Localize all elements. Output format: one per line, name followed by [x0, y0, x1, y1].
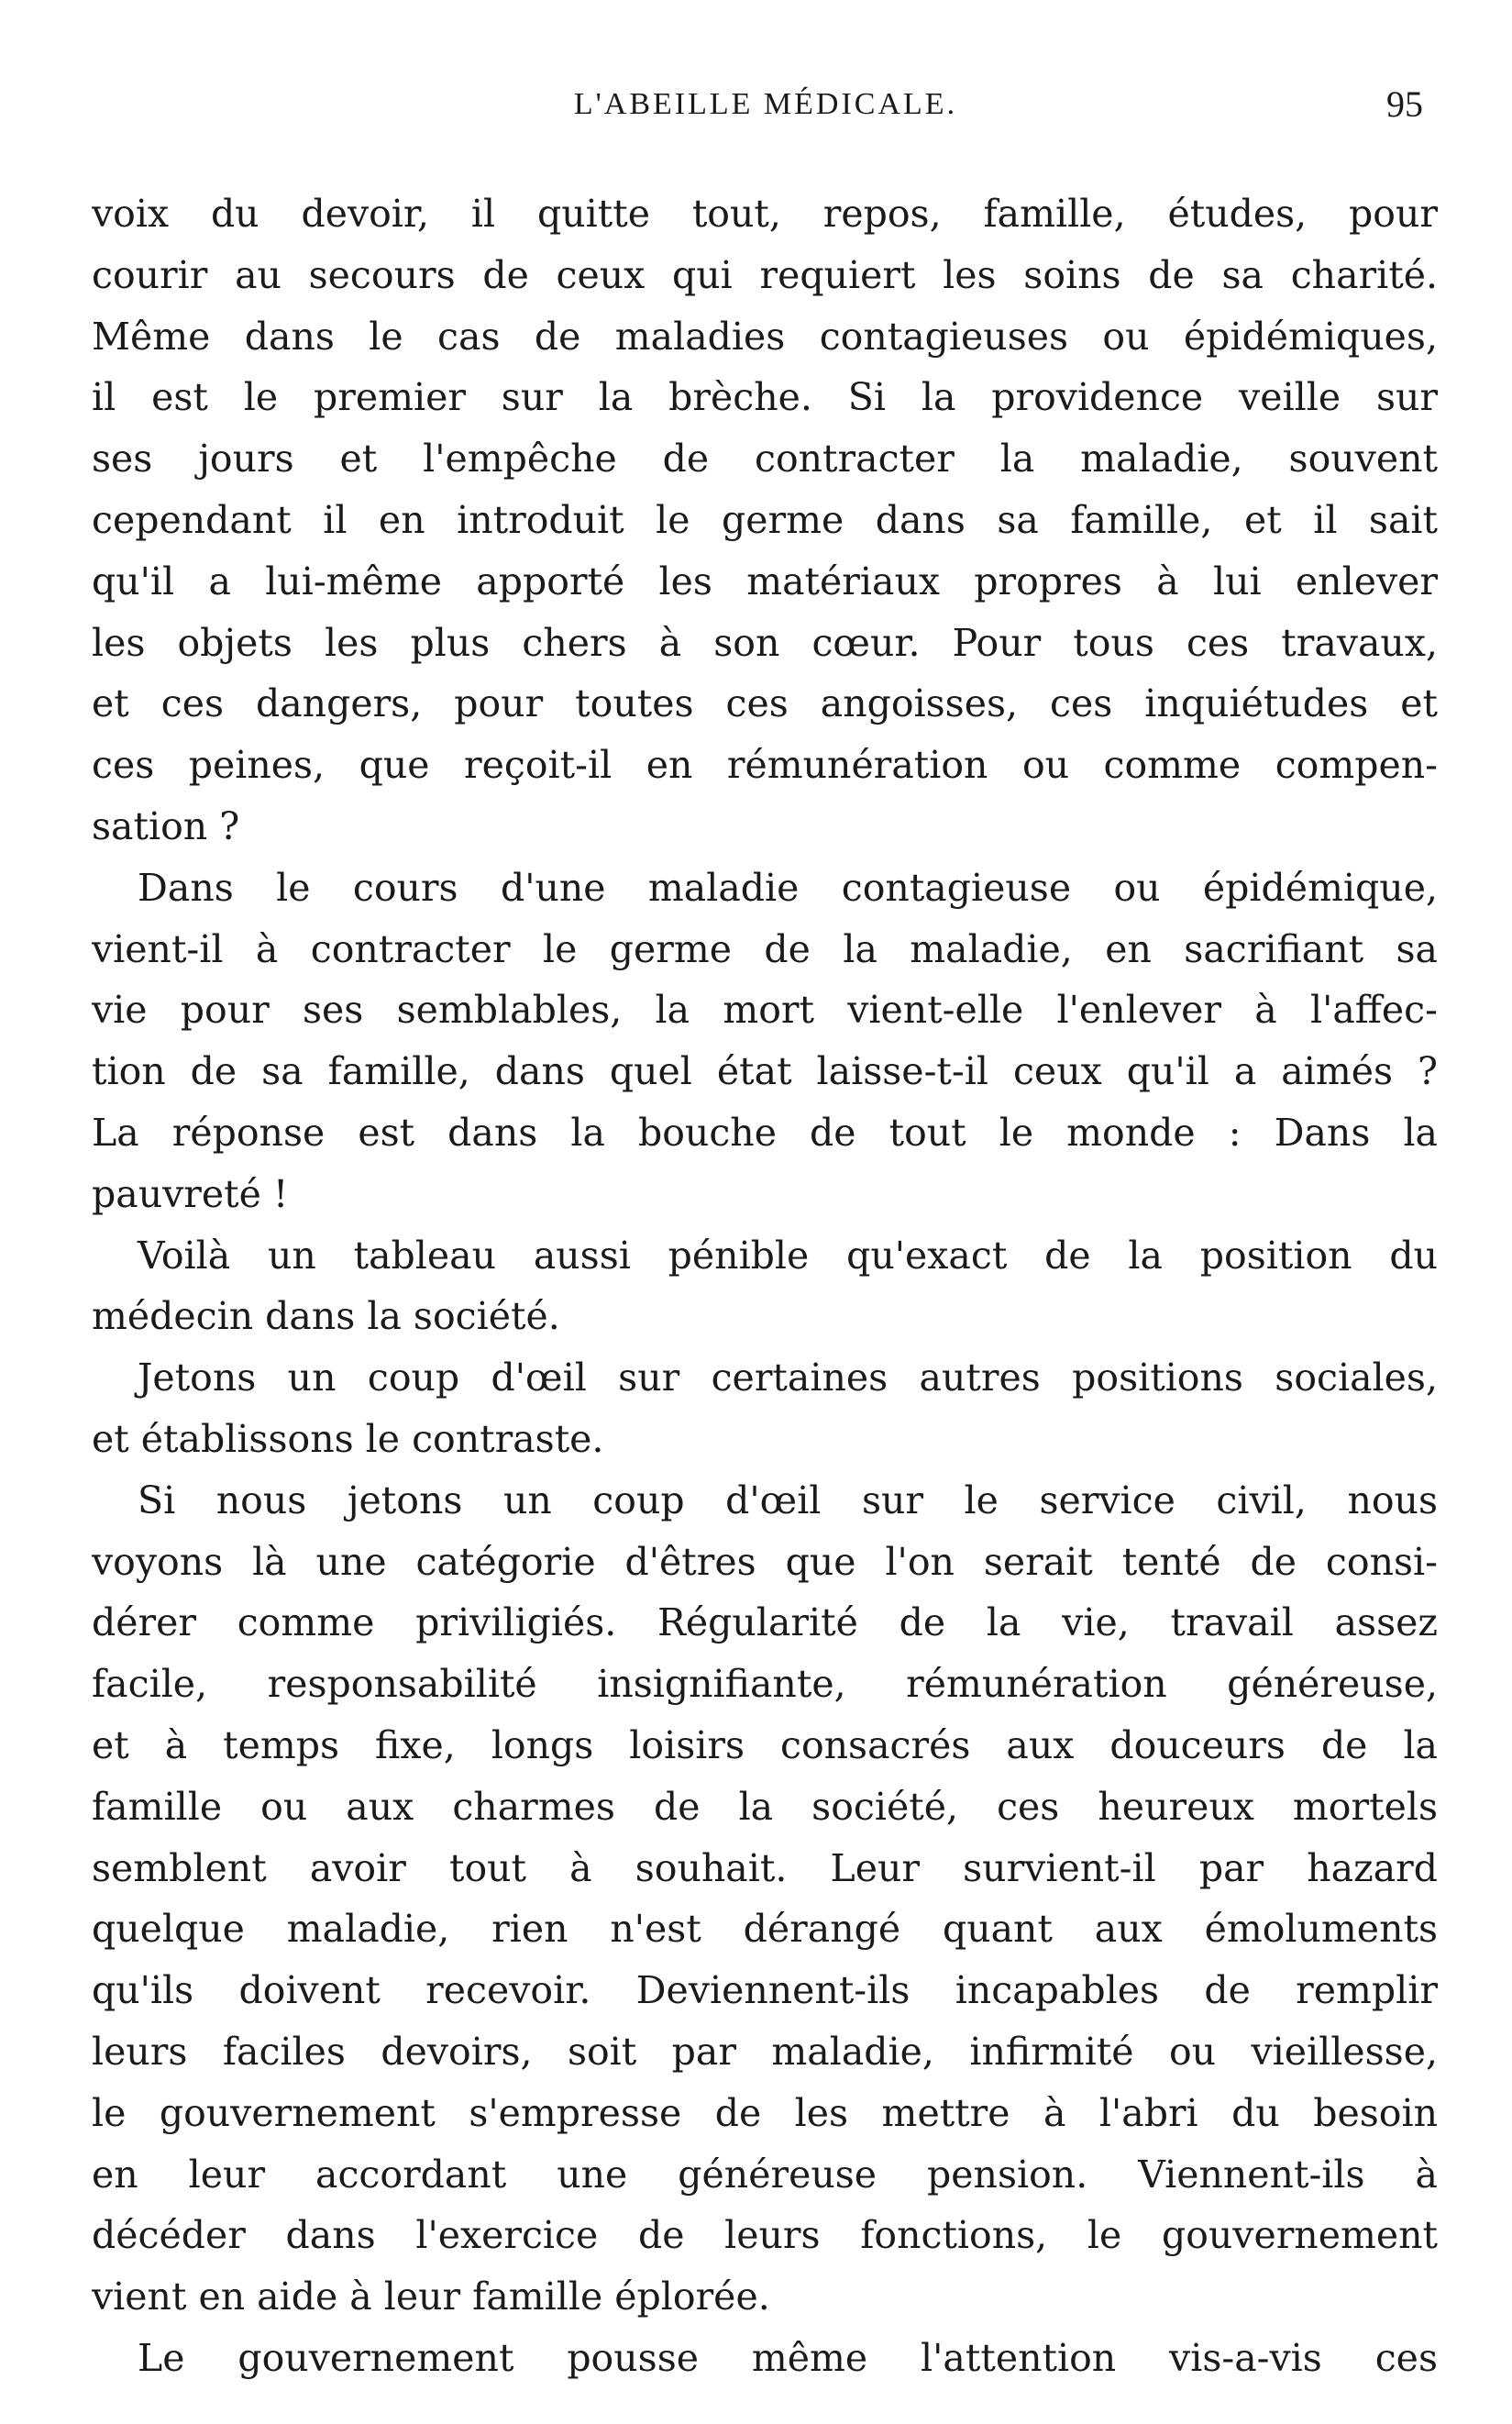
text-line: les objets les plus chers à son cœur. Pour tous ces travaux,	[92, 620, 1438, 665]
paragraph	[92, 2328, 1438, 2389]
text-line: qu'il a lui-même apporté les matériaux propres à lui enlever	[92, 559, 1438, 603]
text-line: La réponse est dans la bouche de tout le monde : Dans la	[92, 1110, 1438, 1155]
paragraph	[92, 1225, 1438, 1348]
running-title: L'ABEILLE MÉDICALE.	[573, 87, 958, 121]
text-line: ces peines, que reçoit-il en rémunération ou comme compen-	[92, 743, 1438, 788]
text-line: famille ou aux charmes de la société, ces heureux mortels	[92, 1784, 1438, 1829]
text-line: il est le premier sur la brèche. Si la providence veille sur	[92, 375, 1438, 420]
text-line: le gouvernement s'empresse de les mettre à l'abri du besoin	[92, 2090, 1438, 2135]
running-head	[92, 77, 1440, 132]
paragraph	[92, 1347, 1438, 1470]
text-line: ses jours et l'empêche de contracter la maladie, souvent	[92, 437, 1438, 481]
text-line: médecin dans la société.	[92, 1294, 560, 1339]
text-line: Le gouvernement pousse même l'attention vis-a-vis ces	[138, 2335, 1438, 2380]
text-line: Si nous jetons un coup d'œil sur le service civil, nous	[138, 1478, 1438, 1522]
text-line: décéder dans l'exercice de leurs fonctions, le gouvernement	[92, 2213, 1438, 2258]
text-line: voyons là une catégorie d'êtres que l'on serait tenté de consi-	[92, 1539, 1438, 1584]
text-line: Même dans le cas de maladies contagieuses ou épidémiques,	[92, 314, 1438, 359]
text-line: vie pour ses semblables, la mort vient-elle l'enlever à l'affec-	[92, 988, 1438, 1033]
text-line: en leur accordant une généreuse pension. Viennent-ils à	[92, 2152, 1438, 2197]
text-line: sation ?	[92, 803, 240, 848]
paragraph	[92, 858, 1438, 1225]
text-line: voix du devoir, il quitte tout, repos, famille, études, pour	[92, 192, 1438, 236]
text-line: tion de sa famille, dans quel état laisse-t-il ceux qu'il a aimés ?	[92, 1049, 1438, 1094]
text-line: courir au secours de ceux qui requiert les soins de sa charité.	[92, 252, 1438, 297]
text-line: et établissons le contraste.	[92, 1416, 604, 1461]
body-text	[92, 183, 1438, 2389]
text-line: semblent avoir tout à souhait. Leur survient-il par hazard	[92, 1845, 1438, 1890]
text-line: pauvreté !	[92, 1171, 289, 1216]
text-line: Voilà un tableau aussi pénible qu'exact de la position du	[138, 1233, 1438, 1278]
text-line: facile, responsabilité insignifiante, rémunération généreuse,	[92, 1662, 1438, 1707]
text-line: dérer comme priviligiés. Régularité de la vie, travail assez	[92, 1600, 1438, 1645]
text-line: quelque maladie, rien n'est dérangé quant aux émoluments	[92, 1907, 1438, 1952]
page-number: 95	[1386, 83, 1423, 125]
text-line: leurs faciles devoirs, soit par maladie, infirmité ou vieillesse,	[92, 2029, 1438, 2074]
text-line: Jetons un coup d'œil sur certaines autres positions sociales,	[138, 1356, 1438, 1400]
text-line: vient-il à contracter le germe de la maladie, en sacrifiant sa	[92, 926, 1438, 971]
text-line: Dans le cours d'une maladie contagieuse ou épidémique,	[138, 865, 1438, 910]
paragraph	[92, 1470, 1438, 2328]
text-line: vient en aide à leur famille éplorée.	[92, 2275, 770, 2319]
paragraph	[92, 183, 1438, 858]
text-line: et ces dangers, pour toutes ces angoisses, ces inquiétudes et	[92, 681, 1438, 726]
text-line: et à temps fixe, longs loisirs consacrés aux douceurs de la	[92, 1722, 1438, 1767]
text-line: cependant il en introduit le germe dans sa famille, et il sait	[92, 497, 1438, 542]
text-line: qu'ils doivent recevoir. Deviennent-ils incapables de remplir	[92, 1968, 1438, 2013]
